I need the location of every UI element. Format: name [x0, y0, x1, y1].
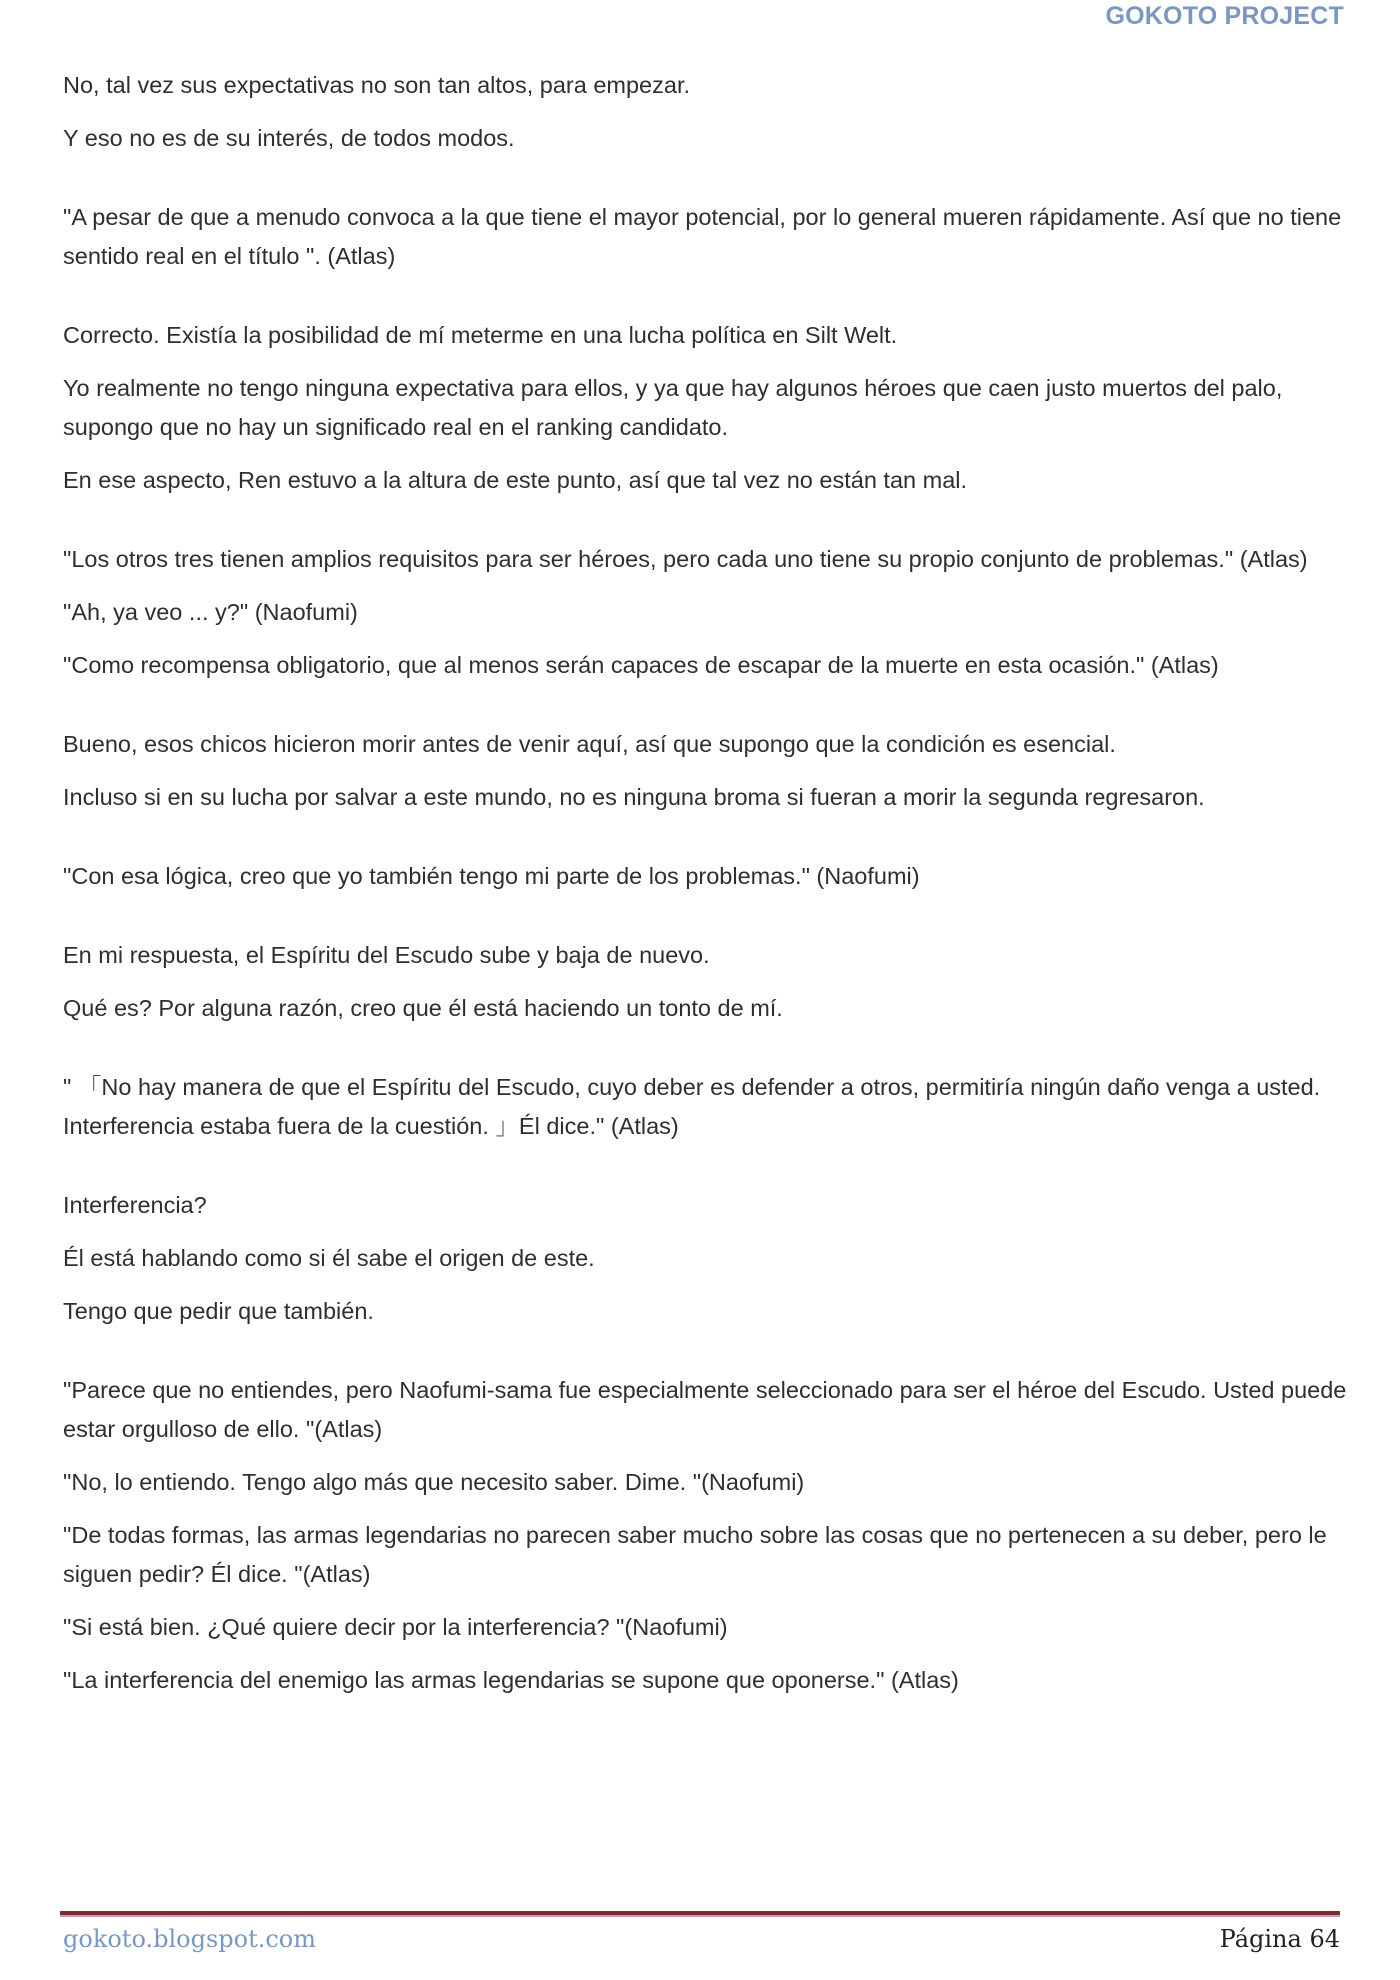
footer-divider: [60, 1911, 1340, 1917]
page-number: Página 64: [1219, 1925, 1340, 1953]
paragraph: "A pesar de que a menudo convoca a la que tiene el mayor potencial, por lo general mueren rápidamente. Así que no tiene sentido real en el título ". (Atlas): [63, 204, 1342, 269]
paragraph: Él está hablando como si él sabe el origen de este.: [63, 1245, 595, 1271]
paragraph: "Como recompensa obligatorio, que al menos serán capaces de escapar de la muerte en esta ocasión." (Atlas): [63, 652, 1219, 678]
paragraph: Qué es? Por alguna razón, creo que él está haciendo un tonto de mí.: [63, 995, 783, 1021]
paragraph: "No, lo entiendo. Tengo algo más que necesito saber. Dime. "(Naofumi): [63, 1469, 805, 1495]
paragraph: "De todas formas, las armas legendarias no parecen saber mucho sobre las cosas que no pertenecen a su deber, pero le siguen pedir? Él dice. "(Atlas): [63, 1522, 1327, 1587]
paragraph: "La interferencia del enemigo las armas legendarias se supone que oponerse." (Atlas): [63, 1667, 959, 1693]
paragraph: Interferencia?: [63, 1192, 207, 1218]
paragraph: "Si está bien. ¿Qué quiere decir por la interferencia? "(Naofumi): [63, 1614, 728, 1640]
paragraph: "Ah, ya veo ... y?" (Naofumi): [63, 599, 358, 625]
document-body: [63, 66, 1348, 1714]
paragraph: En ese aspecto, Ren estuvo a la altura de este punto, así que tal vez no están tan mal.: [63, 467, 968, 493]
paragraph: En mi respuesta, el Espíritu del Escudo sube y baja de nuevo.: [63, 942, 710, 968]
paragraph: "Los otros tres tienen amplios requisitos para ser héroes, pero cada uno tiene su propio conjunto de problemas." (Atlas): [63, 546, 1308, 572]
paragraph: Correcto. Existía la posibilidad de mí meterme en una lucha política en Silt Welt.: [63, 322, 898, 348]
paragraph: No, tal vez sus expectativas no son tan altos, para empezar.: [63, 72, 691, 98]
paragraph: "Con esa lógica, creo que yo también tengo mi parte de los problemas." (Naofumi): [63, 863, 920, 889]
footer-site-link[interactable]: gokoto.blogspot.com: [63, 1925, 317, 1953]
paragraph: Y eso no es de su interés, de todos modos.: [63, 125, 515, 151]
paragraph: Bueno, esos chicos hicieron morir antes de venir aquí, así que supongo que la condición es esencial.: [63, 731, 1116, 757]
paragraph: Yo realmente no tengo ninguna expectativa para ellos, y ya que hay algunos héroes que caen justo muertos del palo, supongo que no hay un significado real en el ranking candidato.: [63, 375, 1283, 440]
paragraph: Tengo que pedir que también.: [63, 1298, 374, 1324]
paragraph: Incluso si en su lucha por salvar a este mundo, no es ninguna broma si fueran a morir la segunda regresaron.: [63, 784, 1205, 810]
paragraph: "Parece que no entiendes, pero Naofumi-sama fue especialmente seleccionado para ser el héroe del Escudo. Usted puede estar orgulloso de ello. "(Atlas): [63, 1377, 1347, 1442]
paragraph: " 「No hay manera de que el Espíritu del Escudo, cuyo deber es defender a otros, permitiría ningún daño venga a usted. Interferencia estaba fuera de la cuestión. 」Él dice." (Atlas): [63, 1074, 1321, 1139]
header-brand: GOKOTO PROJECT: [1105, 2, 1344, 30]
